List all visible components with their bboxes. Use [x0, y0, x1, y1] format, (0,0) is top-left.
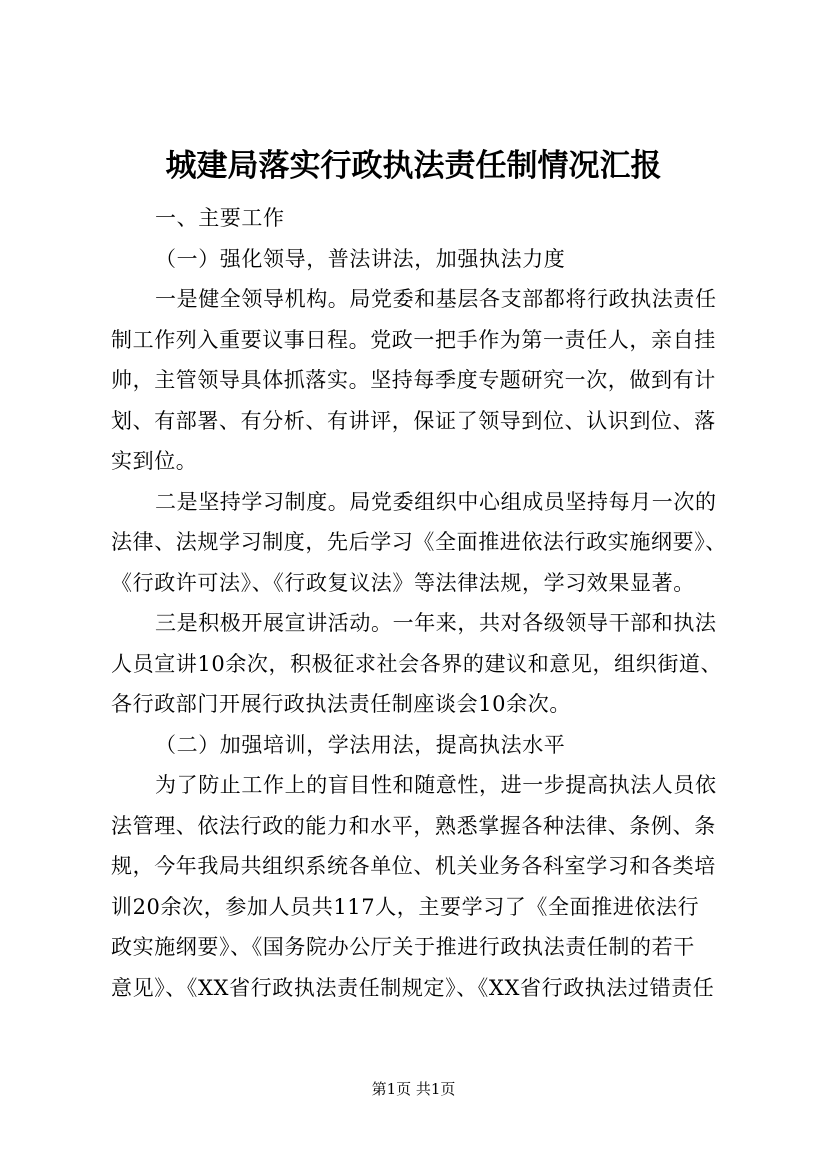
paragraph-line: 为了防止工作上的盲目性和随意性，进一步提高执法人员依 — [155, 773, 717, 797]
paragraph-line: 法律、法规学习制度，先后学习《全面推进依法行政实施纲要》、 — [111, 530, 727, 554]
paragraph-line: 训20余次，参加人员共117人，主要学习了《全面推进依法行 — [111, 894, 700, 919]
subsection-heading: （二）加强培训，学法用法，提高执法水平 — [155, 732, 566, 757]
paragraph-line: 划、有部署、有分析、有讲评，保证了领导到位、认识到位、落 — [111, 408, 716, 433]
paragraph-line: 一是健全领导机构。局党委和基层各支部都将行政执法责任 — [155, 287, 717, 311]
paragraph-line: 各行政部门开展行政执法责任制座谈会10余次。 — [111, 692, 571, 716]
page-footer: 第1页 共1页 — [371, 1080, 456, 1098]
paragraph-line: 《行政许可法》、《行政复议法》等法律法规，学习效果显著。 — [111, 570, 695, 595]
document-body — [111, 198, 727, 1008]
subsection-heading: （一）强化领导，普法讲法，加强执法力度 — [155, 246, 566, 271]
document-title: 城建局落实行政执法责任制情况汇报 — [165, 148, 662, 184]
paragraph-line: 实到位。 — [111, 449, 198, 473]
paragraph-line: 意见》、《XX省行政执法责任制规定》、《XX省行政执法过错责任 — [111, 975, 715, 1000]
paragraph-line: 规，今年我局共组织系统各单位、机关业务各科室学习和各类培 — [111, 854, 716, 878]
paragraph-line: 帅，主管领导具体抓落实。坚持每季度专题研究一次，做到有计 — [111, 368, 716, 392]
section-heading: 一、主要工作 — [155, 206, 285, 230]
paragraph-line: 制工作列入重要议事日程。党政一把手作为第一责任人，亲自挂 — [111, 327, 716, 352]
paragraph-line: 政实施纲要》、《国务院办公厅关于推进行政执法责任制的若干 — [111, 935, 695, 959]
paragraph-line: 法管理、依法行政的能力和水平，熟悉掌握各种法律、条例、条 — [111, 813, 716, 838]
paragraph-line: 二是坚持学习制度。局党委组织中心组成员坚持每月一次的 — [155, 489, 717, 514]
paragraph-line: 人员宣讲10余次，积极征求社会各界的建议和意见，组织街道、 — [111, 651, 723, 676]
paragraph-line: 三是积极开展宣讲活动。一年来，共对各级领导干部和执法 — [155, 611, 717, 635]
